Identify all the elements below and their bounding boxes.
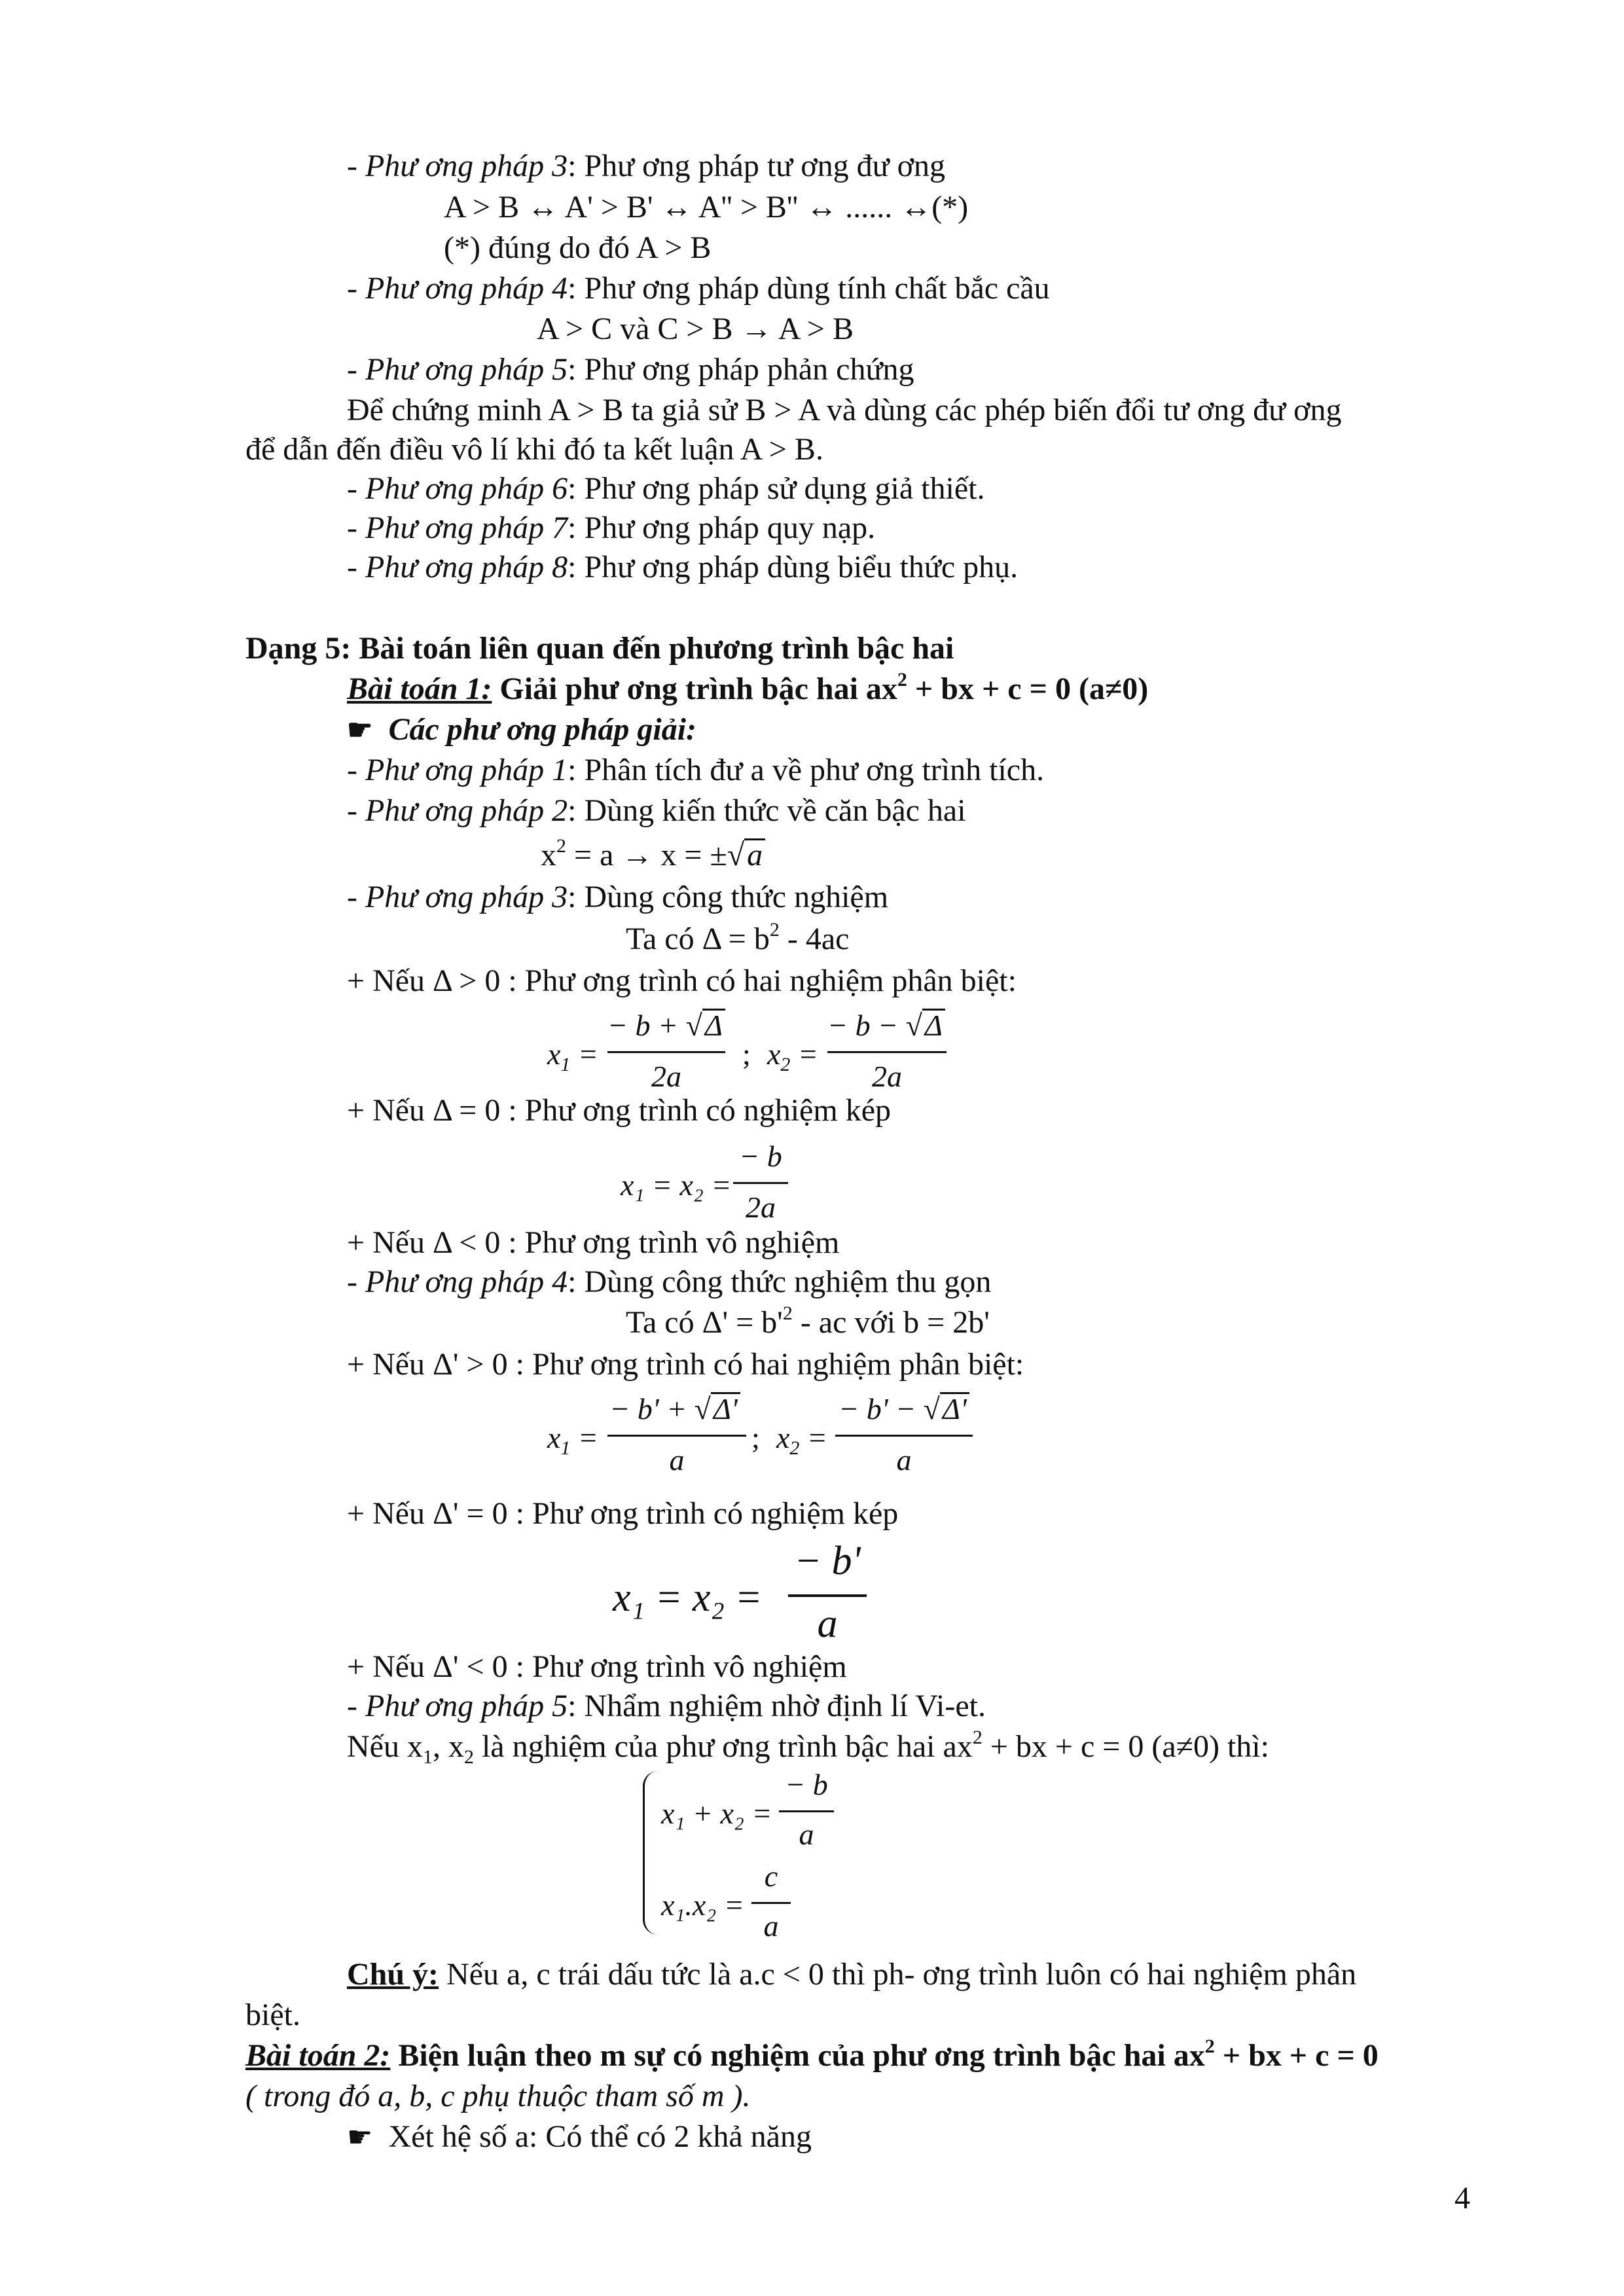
method-3-line [347, 147, 945, 185]
equivalence-chain: A > B ↔ A' > B' ↔ A'' > B'' ↔ ...... ↔(*) [444, 190, 969, 224]
exponent: 2 [897, 669, 907, 691]
dash: - [347, 511, 365, 545]
problem-2-note: ( trong đó a, b, c phụ thuộc tham số m ). [245, 2079, 751, 2113]
separator: ; [742, 1037, 751, 1071]
case-delta-negative: + Nếu Δ < 0 : Phư ơng trình vô nghiệm [347, 1225, 840, 1260]
reduced-double-root-formula [613, 1538, 888, 1656]
dash: - [347, 550, 365, 584]
sqrt-formula [541, 836, 765, 874]
problem-text: + bx + c = 0 [1214, 2038, 1379, 2073]
exponent: 2 [556, 835, 566, 857]
dash: - [347, 471, 365, 506]
separator: ; [751, 1421, 760, 1454]
formula-part: = a → x = ± [566, 838, 727, 872]
radicand: a [744, 838, 765, 870]
section-heading: Dạng 5: Bài toán liên quan đến phương trình bậc hai [245, 631, 954, 666]
pointing-hand-icon: ☛ [347, 2121, 373, 2153]
method-label: Phư ơng pháp 4 [365, 271, 568, 306]
note-line [347, 1956, 1356, 1994]
qmethod-5-line [347, 1687, 986, 1725]
sum-lhs: x₁ + x₂ = [661, 1797, 772, 1830]
reduced-discriminant-line [626, 1304, 990, 1342]
fraction-bar [607, 1435, 746, 1437]
sqrt-sign-icon: √ [694, 1392, 711, 1426]
x1-denominator: a [669, 1443, 685, 1477]
roots-formula [547, 1008, 943, 1100]
sqrt-sign-icon: √ [727, 838, 745, 872]
method-text: : Nhẩm nghiệm nhờ định lí Vi-et. [568, 1689, 986, 1723]
fraction-bar [607, 1051, 725, 1053]
x2-numerator: − b' − √Δ' [835, 1391, 973, 1426]
note-line-2: biệt. [245, 1998, 300, 2032]
denominator: a [799, 1818, 814, 1851]
method-8-line [347, 548, 1018, 586]
denominator: a [763, 1909, 779, 1943]
qmethod-4-line [347, 1263, 991, 1301]
x1-lhs: $x_1$ = [547, 1421, 598, 1459]
exponent: 2 [1204, 2036, 1215, 2057]
x1-numerator: − b' + √Δ' [607, 1391, 742, 1426]
qmethod-3-line [347, 878, 888, 916]
double-root-lhs: x₁ = x₂ = [613, 1575, 763, 1620]
case-delta-zero: + Nếu Δ = 0 : Phư ơng trình có nghiệm kép [347, 1093, 891, 1128]
problem-1-title [347, 670, 1148, 708]
method-label: Phư ơng pháp 4 [365, 1265, 568, 1299]
formula-part: Ta có Δ' = b' [626, 1305, 783, 1340]
fraction-bar [779, 1810, 834, 1812]
methods-heading-text: Các phư ơng pháp giải: [388, 712, 697, 747]
method-5-line [347, 351, 914, 389]
formula-part: - 4ac [779, 922, 850, 956]
method-label: Phư ơng pháp 2 [365, 793, 568, 828]
discriminant-line [626, 920, 849, 958]
problem-text: Biện luận theo m sự có nghiệm của phư ơng trình bậc hai ax [390, 2038, 1205, 2073]
method-text: : Phư ơng pháp dùng tính chất bắc cầu [568, 271, 1050, 306]
fraction-bar [733, 1182, 788, 1184]
method-text: : Dùng kiến thức về căn bậc hai [568, 793, 966, 828]
fraction-bar [835, 1435, 973, 1437]
method-text: : Phư ơng pháp dùng biểu thức phụ. [568, 550, 1019, 584]
system-brace [643, 1771, 658, 1935]
qmethod-1-line [347, 751, 1044, 789]
exponent: 2 [769, 919, 780, 941]
case-deltap-positive: + Nếu Δ' > 0 : Phư ơng trình có hai nghiệm phân biệt: [347, 1347, 1024, 1382]
problem-label: Bài toán 2: [245, 2038, 391, 2073]
method-text: : Phư ơng pháp phản chứng [568, 352, 914, 387]
dash: - [347, 1265, 365, 1299]
reduced-roots-formula [547, 1391, 973, 1483]
denominator: a [817, 1602, 838, 1646]
page-number: 4 [1454, 2181, 1470, 2215]
method-text: : Dùng công thức nghiệm thu gọn [568, 1265, 992, 1299]
method-label: Phư ơng pháp 8 [365, 550, 568, 584]
method-4-line [347, 270, 1050, 308]
case-delta-positive: + Nếu Δ > 0 : Phư ơng trình có hai nghiệm phân biệt: [347, 963, 1017, 998]
sqrt-sign-icon: √ [905, 1009, 922, 1042]
dash: - [347, 793, 365, 828]
numerator: − b [785, 1768, 828, 1801]
method-text: : Phư ơng pháp tư ơng đư ơng [568, 149, 945, 183]
dash: - [347, 753, 365, 787]
viet-intro: Nếu $x_1$, $x_2$ là nghiệm của phư ơng trình bậc hai $ax^2$ + bx + c = 0 (a≠0) thì: [347, 1727, 1269, 1768]
method-label: Phư ơng pháp 7 [365, 511, 568, 545]
viet-product-formula [661, 1859, 857, 1944]
method-label: Phư ơng pháp 5 [365, 352, 568, 387]
x2-numerator: − b − √Δ [827, 1008, 945, 1043]
product-lhs: x₁.x₂ = [661, 1888, 744, 1922]
x1-numerator: − b + √Δ [607, 1008, 719, 1043]
numerator: − b [739, 1139, 782, 1173]
fraction-bar [751, 1902, 791, 1904]
x1-lhs: $x_1$ = [547, 1037, 598, 1075]
formula-part: x [541, 838, 556, 872]
method-label: Phư ơng pháp 1 [365, 753, 568, 787]
coefficient-line [347, 2118, 812, 2157]
problem-2-title [245, 2037, 1379, 2075]
method-text: : Phư ơng pháp sử dụng giả thiết. [568, 471, 985, 506]
methods-heading [347, 711, 696, 749]
method-7-line [347, 509, 875, 547]
dash: - [347, 880, 365, 914]
numerator: − b' [794, 1539, 861, 1583]
method-label: Phư ơng pháp 3 [365, 880, 568, 914]
transitivity-formula: A > C và C > B → A > B [537, 312, 854, 346]
sqrt-sign-icon: √ [923, 1392, 940, 1426]
denominator: 2a [746, 1191, 776, 1224]
method-label: Phư ơng pháp 6 [365, 471, 568, 506]
method-text: : Dùng công thức nghiệm [568, 880, 889, 914]
dash: - [347, 149, 365, 183]
problem-text: + bx + c = 0 (a≠0) [907, 672, 1149, 706]
x1-denominator: 2a [651, 1060, 681, 1093]
numerator: c [764, 1859, 778, 1893]
x2-denominator: 2a [872, 1060, 902, 1093]
double-root-formula [621, 1139, 817, 1230]
case-deltap-negative: + Nếu Δ' < 0 : Phư ơng trình vô nghiệm [347, 1649, 847, 1684]
fraction-bar [788, 1594, 867, 1597]
x2-lhs: $x_2$ = [767, 1037, 818, 1075]
contradiction-text-1: Để chứng minh A > B ta giả sử B > A và dùng các phép biến đổi tư ơng đư ơng [347, 393, 1342, 427]
dash: - [347, 271, 365, 306]
case-deltap-zero: + Nếu Δ' = 0 : Phư ơng trình có nghiệm kép [347, 1496, 899, 1531]
qmethod-2-line [347, 792, 966, 830]
method-6-line [347, 470, 985, 508]
note-text: Nếu a, c trái dấu tức là a.c < 0 thì ph- ơng trình luôn có hai nghiệm phân [439, 1957, 1357, 1992]
contradiction-text-2: để dẫn đến điều vô lí khi đó ta kết luận A > B. [245, 432, 823, 467]
method-label: Phư ơng pháp 3 [365, 149, 568, 183]
viet-sum-formula [661, 1767, 871, 1852]
dash: - [347, 1689, 365, 1723]
dash: - [347, 352, 365, 387]
conclusion-line: (*) đúng do đó A > B [444, 230, 712, 265]
x2-denominator: a [896, 1443, 912, 1477]
fraction-bar [827, 1051, 947, 1053]
double-root-lhs: x₁ = x₂ = [621, 1168, 732, 1202]
sqrt-sign-icon: √ [685, 1009, 702, 1042]
x2-lhs: $x_2$ = [776, 1421, 827, 1459]
method-label: Phư ơng pháp 5 [365, 1689, 568, 1723]
problem-label: Bài toán 1: [347, 672, 492, 706]
method-text: : Phân tích đư a về phư ơng trình tích. [568, 753, 1045, 787]
problem-text: Giải phư ơng trình bậc hai ax [492, 672, 897, 706]
coefficient-text: Xét hệ số a: Có thể có 2 khả năng [388, 2119, 812, 2154]
formula-part: Ta có Δ = b [626, 922, 770, 956]
pointing-hand-icon: ☛ [347, 714, 373, 746]
exponent: 2 [782, 1302, 793, 1324]
note-label: Chú ý: [347, 1957, 439, 1992]
method-text: : Phư ơng pháp quy nạp. [568, 511, 876, 545]
formula-part: - ac với b = 2b' [792, 1305, 990, 1340]
